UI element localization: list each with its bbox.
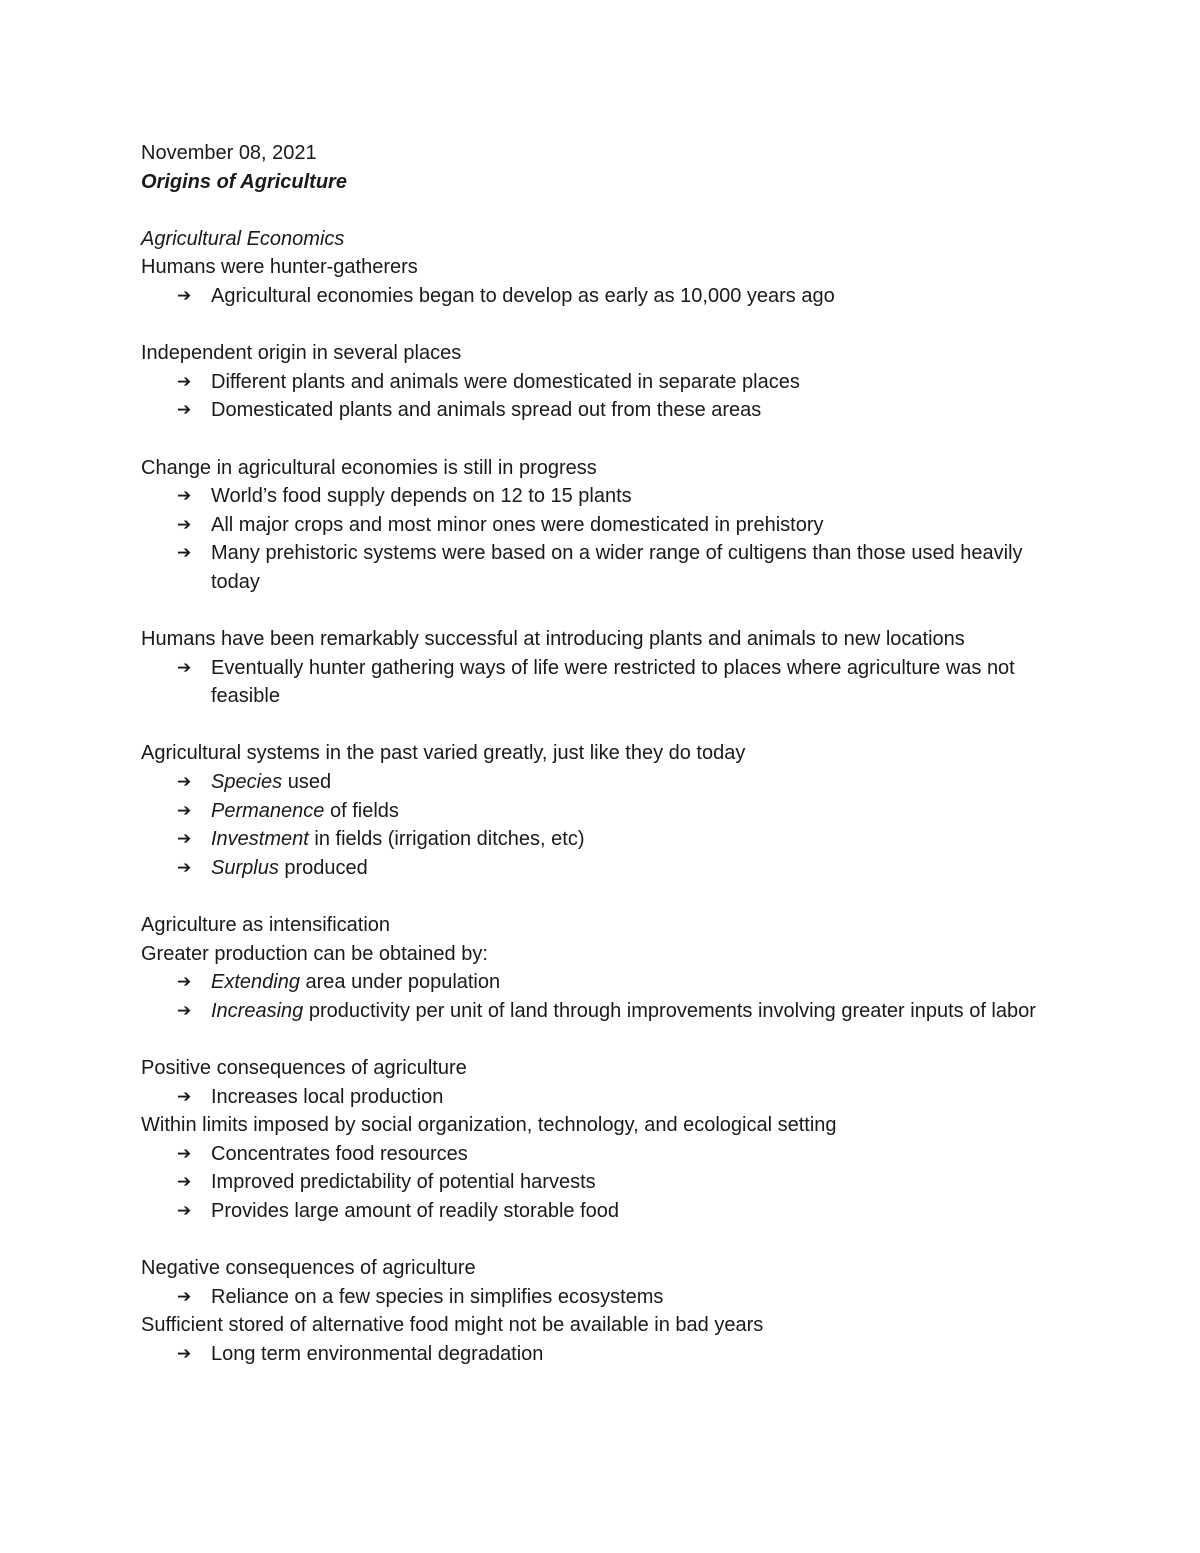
section-heading: Independent origin in several places (141, 342, 462, 365)
section-heading: Agricultural systems in the past varied greatly, just like they do today (141, 742, 746, 765)
list-item-text: Provides large amount of readily storable food (211, 1199, 620, 1222)
list-item (141, 539, 1071, 596)
section-heading: Sufficient stored of alternative food might not be available in bad years (141, 1314, 764, 1337)
list-item-text: Agricultural economies began to develop as early as 10,000 years ago (211, 284, 835, 307)
list-item-text: Increases local production (211, 1085, 444, 1108)
arrow-bullet-icon: ➔ (177, 772, 192, 793)
arrow-bullet-icon: ➔ (177, 1143, 192, 1164)
list-item (141, 1140, 1071, 1169)
emphasis-term: Surplus (211, 856, 279, 879)
list-item-rest: in fields (irrigation ditches, etc) (308, 828, 585, 851)
list-item-rest: used (282, 771, 332, 794)
section-heading: Greater production can be obtained by: (141, 942, 488, 965)
arrow-bullet-icon: ➔ (177, 1343, 192, 1364)
list-item-text: Concentrates food resources (211, 1142, 468, 1165)
section-heading: Negative consequences of agriculture (141, 1257, 476, 1280)
list-item (141, 1283, 1071, 1312)
arrow-bullet-icon: ➔ (177, 857, 192, 878)
arrow-bullet-icon: ➔ (177, 1200, 192, 1221)
list-item-rest: produced (278, 856, 368, 879)
list-item (141, 1083, 1071, 1112)
list-item-text: Different plants and animals were domesticated in separate places (211, 370, 800, 393)
list-item-rest: productivity per unit of land through improvements involving greater inputs of labor (303, 999, 1036, 1022)
arrow-bullet-icon: ➔ (177, 514, 192, 535)
list-item-text: Domesticated plants and animals spread out from these areas (211, 399, 762, 422)
document-title: Origins of Agriculture (141, 170, 347, 193)
emphasis-term: Extending (211, 971, 300, 994)
list-item (141, 1340, 1071, 1369)
arrow-bullet-icon: ➔ (177, 1286, 192, 1307)
list-item (141, 768, 1071, 797)
list-item (141, 282, 1071, 311)
list-item (141, 968, 1071, 997)
emphasis-term: Permanence (211, 799, 325, 822)
arrow-bullet-icon: ➔ (177, 400, 192, 421)
emphasis-term: Species (211, 771, 283, 794)
section-heading: Humans have been remarkably successful at introducing plants and animals to new locations (141, 628, 965, 651)
section-heading: Agriculture as intensification (141, 914, 391, 937)
arrow-bullet-icon: ➔ (177, 285, 192, 306)
arrow-bullet-icon: ➔ (177, 486, 192, 507)
arrow-bullet-icon: ➔ (177, 800, 192, 821)
section-heading: Positive consequences of agriculture (141, 1057, 467, 1079)
emphasis-term: Investment (211, 828, 309, 851)
list-item (141, 368, 1071, 397)
arrow-bullet-icon: ➔ (177, 972, 192, 993)
list-item (141, 997, 1071, 1026)
list-item-text (211, 797, 1071, 826)
list-item-text: Long term environmental degradation (211, 1342, 544, 1365)
list-item (141, 1168, 1071, 1197)
list-item (141, 1197, 1071, 1226)
arrow-bullet-icon: ➔ (177, 829, 192, 850)
list-item-text (211, 825, 1071, 854)
list-item (141, 482, 1071, 511)
section-subheading: Agricultural Economics (141, 227, 345, 250)
document-page (141, 139, 1071, 1369)
arrow-bullet-icon: ➔ (177, 657, 192, 678)
list-item-text (211, 854, 1071, 883)
section-heading: Humans were hunter-gatherers (141, 256, 418, 279)
arrow-bullet-icon: ➔ (177, 1000, 192, 1021)
list-item-rest: of fields (324, 799, 399, 822)
list-item-text (211, 968, 1071, 997)
list-item-text: Improved predictability of potential harvests (211, 1171, 596, 1194)
list-item-text (211, 997, 1071, 1026)
section-heading: Within limits imposed by social organization, technology, and ecological setting (141, 1114, 837, 1137)
emphasis-term: Increasing (211, 999, 304, 1022)
list-item (141, 825, 1071, 854)
list-item-rest: area under population (299, 971, 501, 994)
list-item-text: Reliance on a few species in simplifies ecosystems (211, 1285, 664, 1308)
list-item (141, 854, 1071, 883)
list-item-text: Many prehistoric systems were based on a wider range of cultigens than those used heavily today (211, 542, 1023, 593)
document-date: November 08, 2021 (141, 142, 317, 164)
list-item (141, 654, 1071, 711)
arrow-bullet-icon: ➔ (177, 1172, 192, 1193)
list-item (141, 511, 1071, 540)
list-item-text: Eventually hunter gathering ways of life were restricted to places where agriculture was not feasible (211, 656, 1015, 708)
list-item-text: All major crops and most minor ones were domesticated in prehistory (211, 513, 824, 536)
list-item (141, 797, 1071, 826)
arrow-bullet-icon: ➔ (177, 371, 192, 392)
list-item-text: World’s food supply depends on 12 to 15 plants (211, 485, 632, 508)
section-heading: Change in agricultural economies is still in progress (141, 456, 597, 479)
list-item-text (211, 768, 1071, 797)
list-item (141, 396, 1071, 425)
arrow-bullet-icon: ➔ (177, 1086, 192, 1107)
arrow-bullet-icon: ➔ (177, 543, 192, 564)
